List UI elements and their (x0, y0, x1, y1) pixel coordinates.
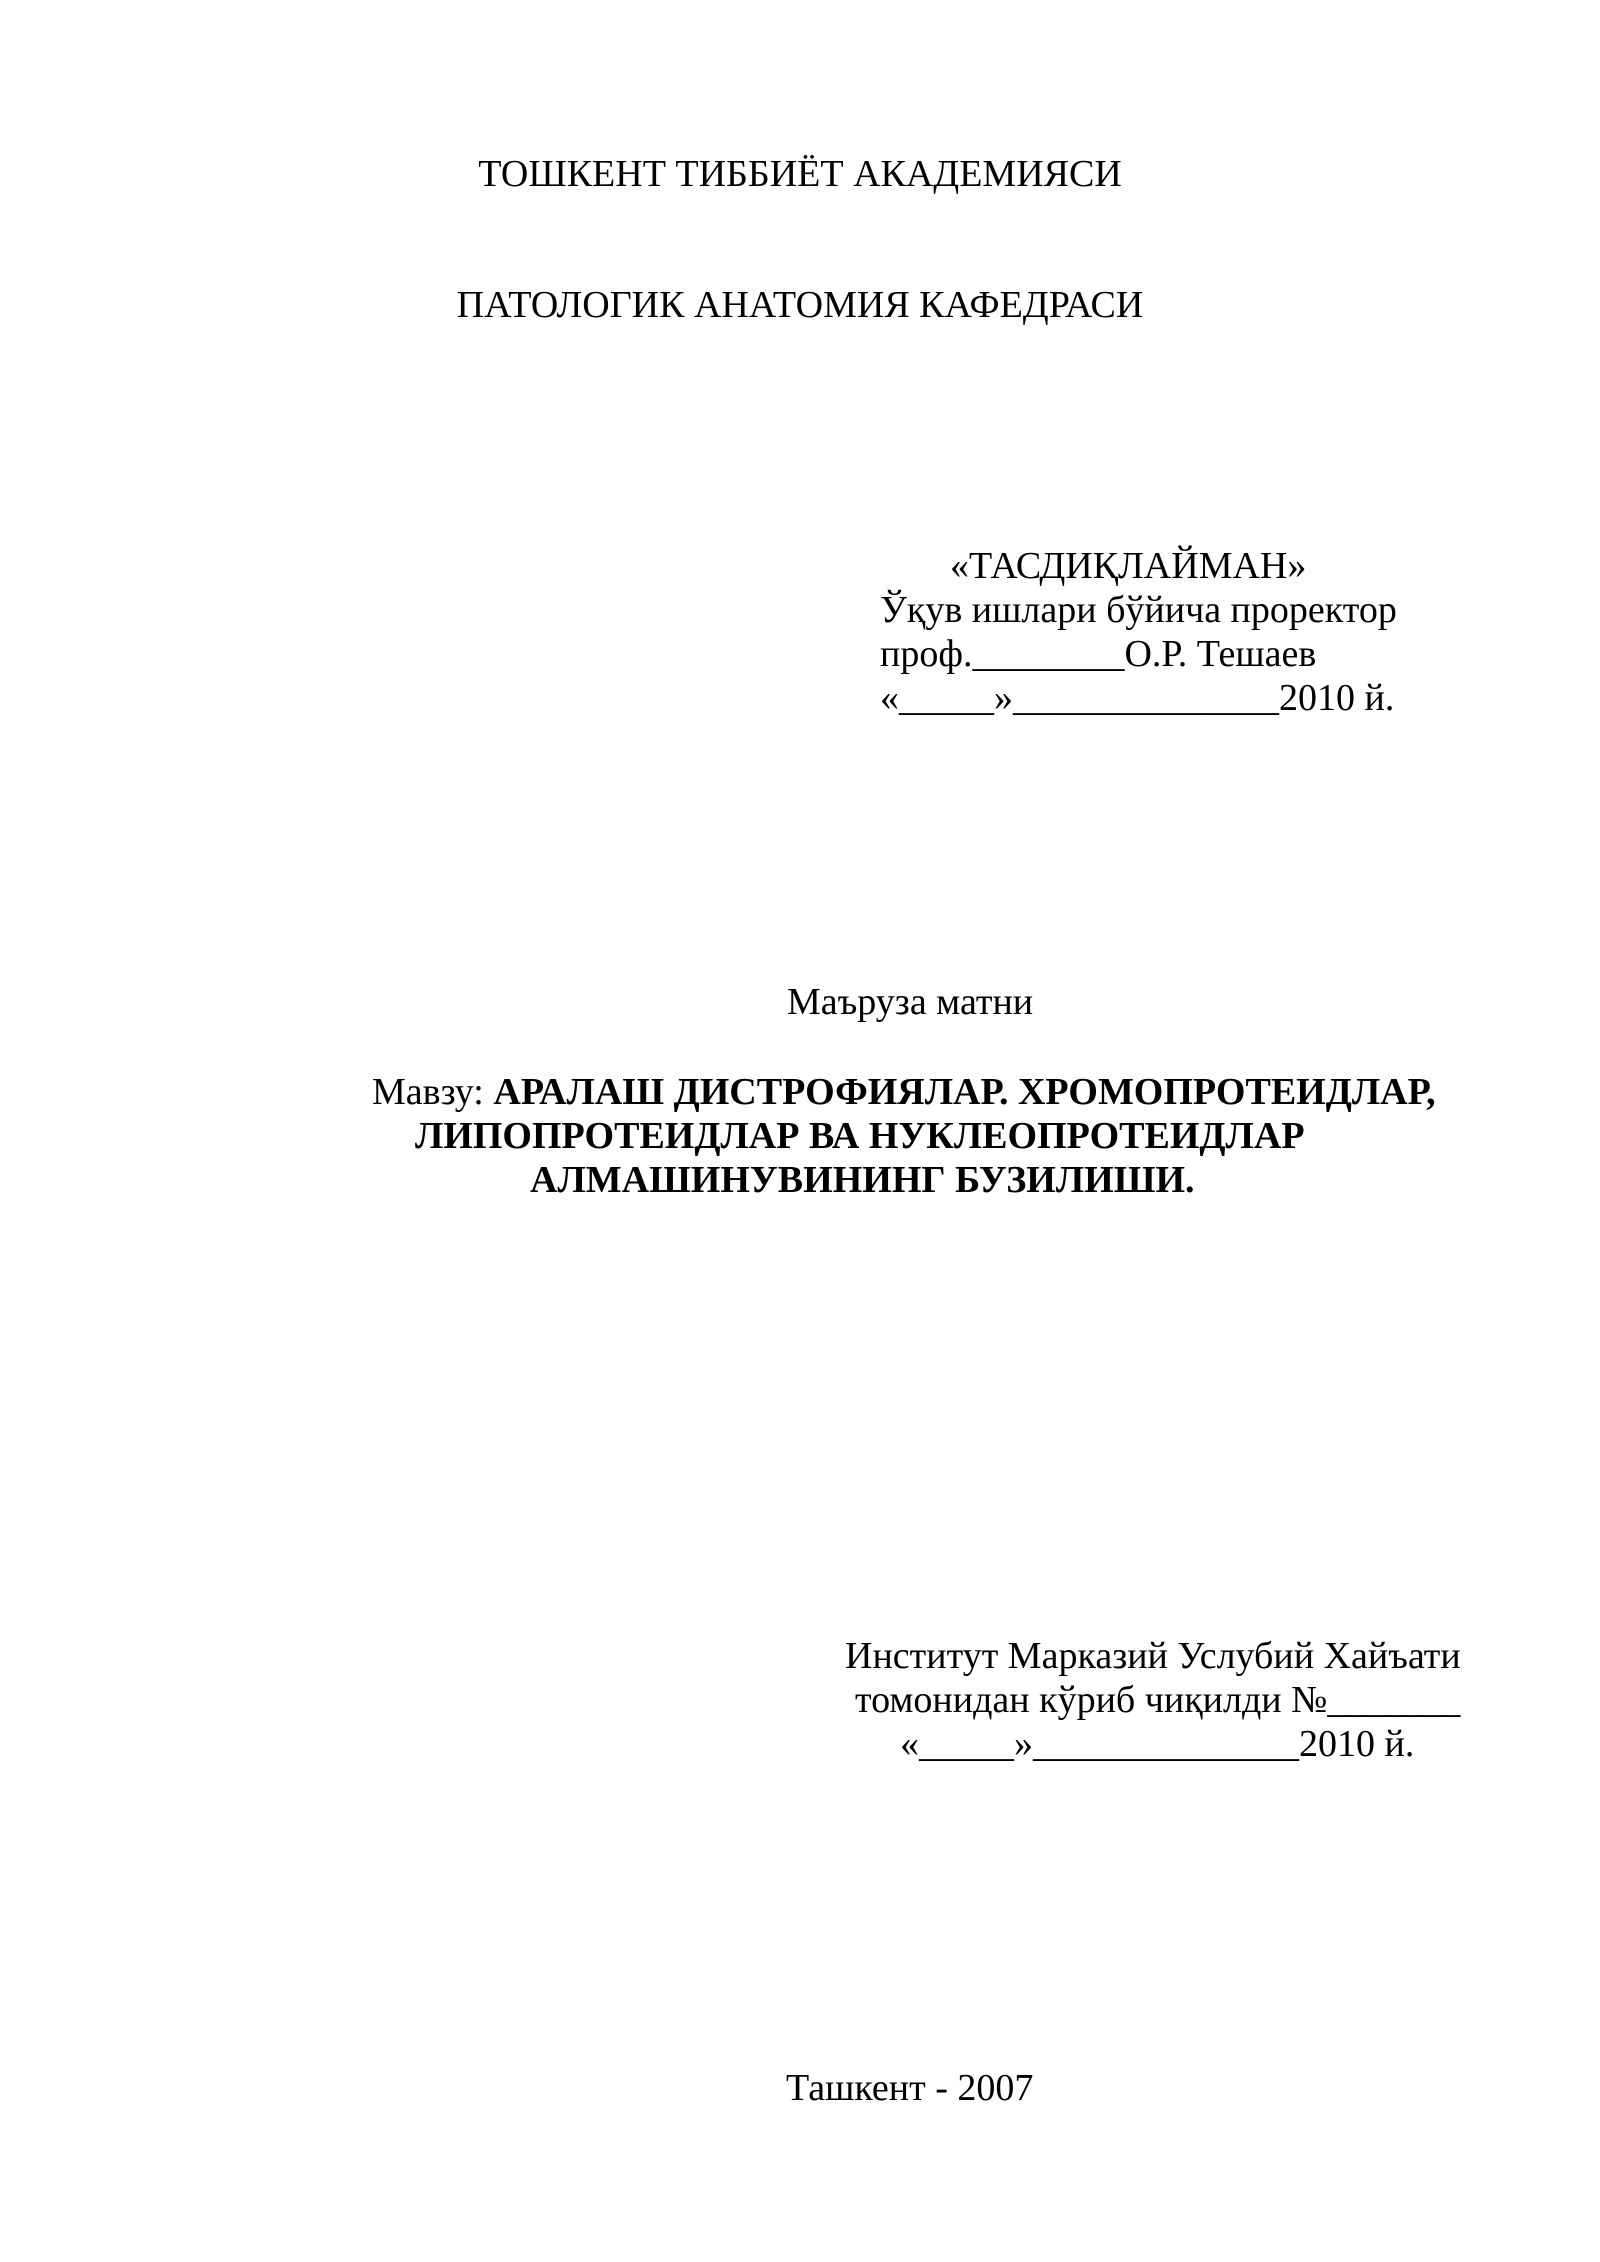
topic-prefix: Мавзу: (372, 1071, 494, 1113)
review-line-2: томонидан кўриб чиқилди №_______ (855, 1679, 1461, 1721)
department-title: ПАТОЛОГИК АНАТОМИЯ КАФЕДРАСИ (456, 284, 1144, 326)
institution-title: ТОШКЕНТ ТИББИЁТ АКАДЕМИЯСИ (478, 153, 1122, 195)
topic-line-1 (372, 1070, 1436, 1114)
footer-place-year: Ташкент - 2007 (786, 2067, 1034, 2109)
lecture-label: Маъруза матни (787, 981, 1034, 1023)
approval-signature-line: проф.________О.Р. Тешаев (880, 633, 1317, 675)
approval-date-line: «_____»______________2010 й. (880, 677, 1395, 719)
topic-line-2: ЛИПОПРОТЕИДЛАР ВА НУКЛЕОПРОТЕИДЛАР (415, 1115, 1305, 1157)
approval-title: «ТАСДИҚЛАЙМАН» (950, 545, 1307, 587)
review-line-1: Институт Марказий Услубий Хайъати (845, 1635, 1461, 1677)
topic-title-part-1: АРАЛАШ ДИСТРОФИЯЛАР. ХРОМОПРОТЕИДЛАР, (493, 1071, 1436, 1113)
approval-position: Ўқув ишлари бўйича проректор (880, 589, 1397, 631)
review-line-3: «_____»______________2010 й. (900, 1723, 1415, 1765)
topic-line-3: АЛМАШИНУВИНИНГ БУЗИЛИШИ. (530, 1159, 1195, 1201)
